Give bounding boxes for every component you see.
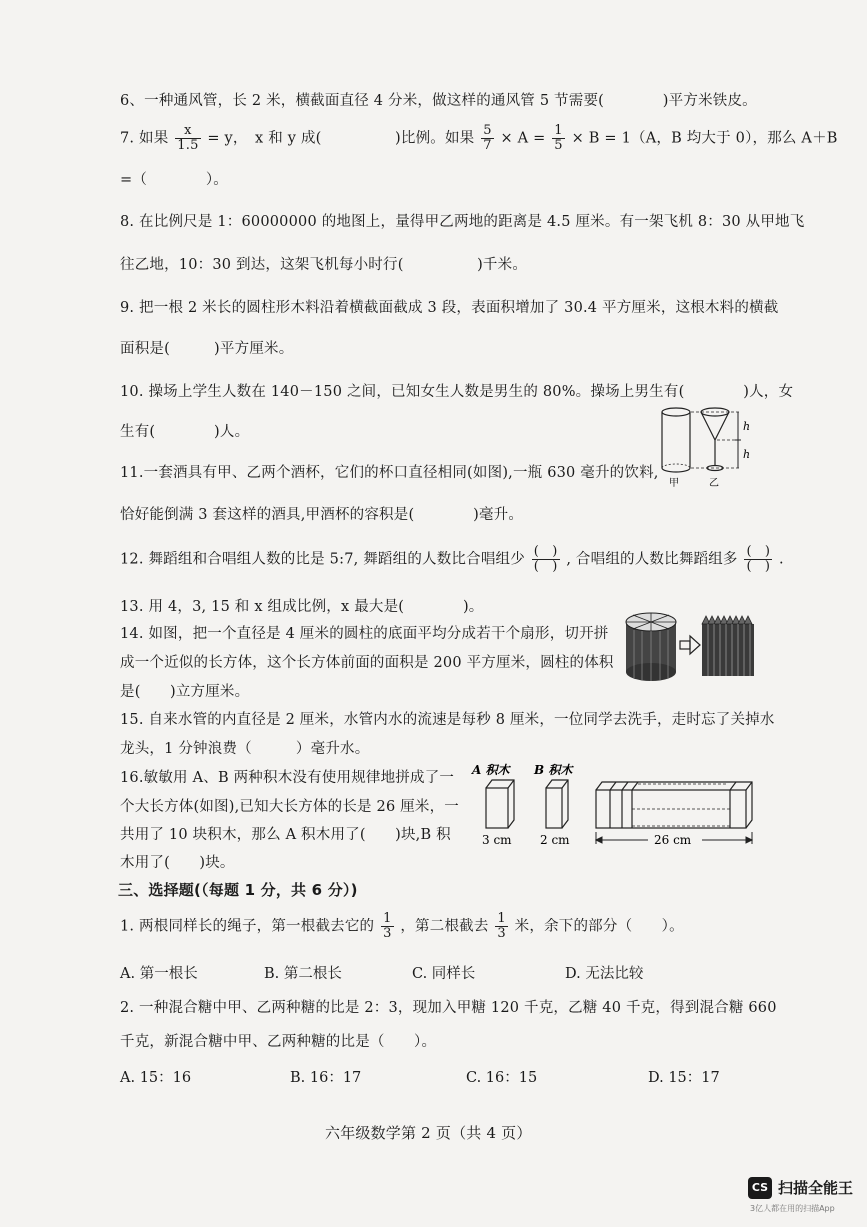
c1-option-d[interactable]: D. 无法比较: [565, 966, 644, 982]
question-11-line1: 11.一套酒具有甲、乙两个酒杯，它们的杯口直径相同(如图),一瓶 630 毫升的饮料,: [120, 465, 659, 481]
choice-question-1: [120, 912, 684, 941]
question-14-line2: 成一个近似的长方体，这个长方体前面的面积是 200 平方厘米，圆柱的体积: [120, 655, 614, 671]
q12-text-end: .: [779, 551, 784, 568]
q12-blank-fraction-1: $\frac{( )}{( )}$: [533, 544, 558, 574]
block-b-title: B 积木: [534, 763, 573, 777]
block-a-icon: [486, 780, 514, 828]
block-a-size: 3 cm: [482, 833, 512, 847]
question-9-line1: 9. 把一根 2 米长的圆柱形木料沿着横截面截成 3 段，表面积增加了 30.4 平方厘米，这根木料的横截: [120, 300, 779, 316]
cups-h-label-bottom: h: [743, 448, 751, 461]
question-16-line3: 共用了 10 块积木，那么 A 积木用了( )块,B 积: [120, 827, 451, 843]
question-12: [120, 545, 784, 574]
block-b-size: 2 cm: [540, 833, 570, 847]
c1-text-b: ，第二根截去: [400, 918, 489, 935]
big-cuboid-icon: [596, 782, 752, 828]
question-16-line2: 个大长方体(如图),已知大长方体的长是 26 厘米，一: [120, 799, 459, 815]
question-13: 13. 用 4，3, 15 和 x 组成比例，x 最大是( )。: [120, 599, 484, 615]
blocks-figure: [470, 762, 766, 854]
q12-text-a: 12. 舞蹈组和合唱组人数的比是 5:7, 舞蹈组的人数比合唱组少: [120, 551, 525, 568]
question-11-line2: 恰好能倒满 3 套这样的酒具,甲酒杯的容积是( )毫升。: [120, 507, 524, 523]
c2-option-d[interactable]: D. 15：17: [648, 1070, 720, 1086]
question-16-line4: 木用了( )块。: [120, 855, 235, 871]
c1-text-c: 米，余下的部分（ ）。: [514, 918, 684, 935]
cups-figure: [655, 402, 765, 490]
choice-question-2-line1: 2. 一种混合糖中甲、乙两种糖的比是 2：3，现加入甲糖 120 千克，乙糖 40 千克，得到混合糖 660: [120, 1000, 777, 1016]
c2-option-b[interactable]: B. 16：17: [290, 1070, 362, 1086]
question-9-line2: 面积是( )平方厘米。: [120, 341, 294, 357]
c1-option-a[interactable]: A. 第一根长: [120, 966, 198, 982]
cup-yi-icon: [701, 408, 729, 471]
choice-question-2-line2: 千克，新混合糖中甲、乙两种糖的比是（ ）。: [120, 1034, 437, 1050]
q7-fraction-5-7: $\frac{5}{7}$: [483, 123, 492, 153]
c1-fraction-2: $\frac{1}{3}$: [497, 911, 506, 941]
q12-text-b: , 合唱组的人数比舞蹈组多: [566, 551, 738, 568]
c1-text-a: 1. 两根同样长的绳子，第一根截去它的: [120, 918, 375, 935]
camscanner-watermark: [748, 1175, 860, 1219]
c2-option-a[interactable]: A. 15：16: [120, 1070, 192, 1086]
arrow-right-icon: [680, 636, 700, 654]
cups-yi-label: 乙: [709, 478, 719, 489]
section-3-heading: 三、选择题(（每题 1 分，共 6 分）): [118, 881, 358, 899]
cups-h-label-top: h: [743, 420, 751, 433]
question-15-line2: 龙头，1 分钟浪费（ ）毫升水。: [120, 741, 370, 757]
question-8-line1: 8. 在比例尺是 1：60000000 的地图上，量得甲乙两地的距离是 4.5 厘米。有一架飞机 8：30 从甲地飞: [120, 214, 805, 230]
big-cuboid-length: 26 cm: [654, 833, 692, 847]
sliced-cylinder-icon: [626, 613, 676, 681]
camscanner-tagline: 3亿人都在用的扫描App: [750, 1204, 835, 1213]
cups-jia-label: 甲: [669, 478, 679, 489]
question-14-line3: 是( )立方厘米。: [120, 684, 250, 700]
q7-text-a: 7. 如果: [120, 130, 169, 147]
question-14-line1: 14. 如图，把一个直径是 4 厘米的圆柱的底面平均分成若干个扇形，切开拼: [120, 626, 609, 642]
question-7-line2: =（ ）。: [120, 172, 228, 188]
c1-fraction-1: $\frac{1}{3}$: [383, 911, 392, 941]
question-7: [120, 124, 838, 153]
cup-jia-icon: [662, 408, 690, 472]
c2-option-c[interactable]: C. 16：15: [466, 1070, 538, 1086]
q7-text-b: = y， x 和 y 成( )比例。如果: [207, 130, 475, 147]
cylinder-cut-figure: [622, 606, 762, 688]
camscanner-name: 扫描全能王: [778, 1179, 854, 1197]
camscanner-logo-icon: CS: [748, 1177, 772, 1199]
page-footer: 六年级数学第 2 页（共 4 页）: [325, 1124, 532, 1142]
q7-fraction-x: $\frac{x}{1.5}$: [177, 123, 199, 153]
q7-text-d: × B = 1（A，B 均大于 0），那么 A＋B: [571, 130, 838, 147]
c1-option-b[interactable]: B. 第二根长: [264, 966, 342, 982]
q12-blank-fraction-2: $\frac{( )}{( )}$: [746, 544, 771, 574]
question-16-line1: 16.敏敏用 A、B 两种积木没有使用规律地拼成了一: [120, 770, 455, 786]
question-8-line2: 往乙地，10：30 到达，这架飞机每小时行( )千米。: [120, 257, 528, 273]
c1-option-c[interactable]: C. 同样长: [412, 966, 476, 982]
block-b-icon: [546, 780, 568, 828]
question-6: 6、一种通风管，长 2 米，横截面直径 4 分米，做这样的通风管 5 节需要( )平方米铁皮。: [120, 93, 757, 109]
question-10-line1: 10. 操场上学生人数在 140－150 之间，已知女生人数是男生的 80%。操场上男生有( )人，女: [120, 384, 794, 400]
block-a-title: A 积木: [472, 763, 510, 777]
approx-cuboid-icon: [702, 616, 754, 676]
question-10-line2: 生有( )人。: [120, 424, 250, 440]
question-15-line1: 15. 自来水管的内直径是 2 厘米，水管内水的流速是每秒 8 厘米，一位同学去洗手，走时忘了关掉水: [120, 712, 775, 728]
q7-fraction-1-5: $\frac{1}{5}$: [554, 123, 563, 153]
q7-text-c: × A =: [500, 130, 546, 147]
